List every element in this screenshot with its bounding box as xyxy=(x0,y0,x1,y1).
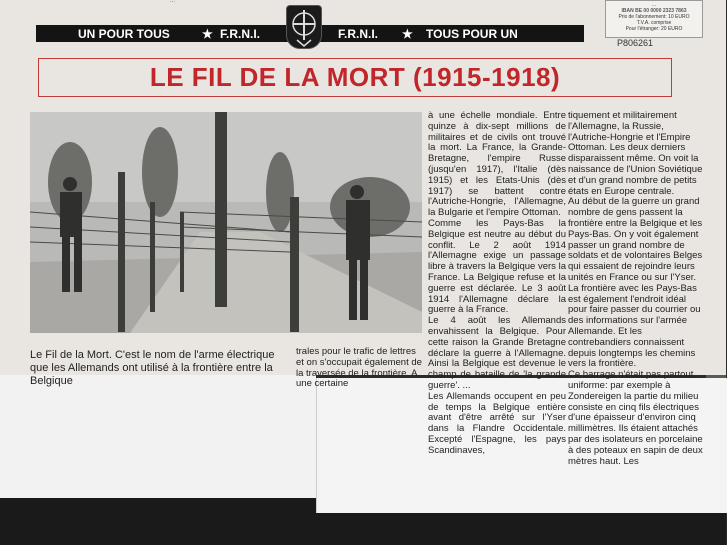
blank-sheet-left xyxy=(0,372,316,498)
col2-paragraph: Au début de la guerre un grand nombre de gens passent la frontière entre la Belgique et les Pays-Bas. On y voit également passer un grand nombre de soldats et de volontaires Belges qui essaient de rejoindre leurs unités en France ou sur l'Yser. La frontière avec les Pays-Bas est également l'endroit idéal pour faire passer du courrier ou des informations sur l'armée Allemande. Et les contrebandiers connaissent depuis longtemps les chemins vers la frontière. xyxy=(568,196,703,370)
col2-paragraph: Ce barrage n'était pas partout uniforme: par exemple à Zondereigen la partie du milieu consiste en cinq fils électriques d'une épaisseur d'environ cinq millimètres. Ils étaient attachés par des isolateurs en porcelaine à des poteaux en sapin de deux mètres haut. Les xyxy=(568,369,703,467)
photo-illustration xyxy=(30,112,422,333)
col1-paragraph: Le 4 août les Allemands envahissent la Belgique. Pour cette raison la Grande Bretagne déclare la guerre à l'Allemagne. Ainsi la Belgique est devenue le champ de bataille de 'la grande guerre'. ... xyxy=(428,315,566,391)
banner-mid-text-2: F.R.N.I. xyxy=(338,26,379,41)
top-note: ... xyxy=(170,0,176,4)
banner-star-right: ★ xyxy=(402,26,413,41)
banner-left-text: UN POUR TOUS xyxy=(78,26,170,41)
emblem-logo xyxy=(286,5,322,49)
iban-text: IBAN BE 00 0000 2323 7863 xyxy=(621,8,687,14)
banner-star-left: ★ xyxy=(202,26,213,41)
banner-right-text: TOUS POUR UN xyxy=(426,26,518,41)
article-column-2 xyxy=(568,111,704,467)
article-column-1 xyxy=(428,111,566,457)
info-line-5: Pour l'étranger: 20 EURO xyxy=(625,26,683,32)
col1-paragraph: Comme les Pays-Bas la Belgique est neutre au début du conflit. Le 2 août 1914 l'Allemagne exige un passage libre à travers la Belgique vers la France. La Belgique refuse et la guerre est déclarée. Le 3 août 1914 l'Allemagne déclare la guerre à la France. xyxy=(428,217,566,316)
info-line-1: ... xyxy=(651,2,657,8)
banner-mid-text-1: F.R.N.I. xyxy=(220,26,261,41)
info-line-4: T.V.A. comprise xyxy=(636,20,672,26)
info-line-3: Prix de l'abonnement: 10 EURO xyxy=(618,14,690,20)
caption-column-2: trales pour le trafic de lettres et on s'occupait également de la traversée de la frontière. A une certaine xyxy=(296,346,422,390)
emblem-icon xyxy=(287,6,321,48)
title-box xyxy=(38,58,672,97)
col2-paragraph: tiquement et militairement l'Allemagne, la Russie, l'Autriche-Hongrie et l'Empire Ottoman. Les deux derniers disparaissent même. On voit la naissance de l'Union Soviétique et d'un grand nombre de petits états en Europe centrale. xyxy=(568,110,703,197)
subscription-info-box xyxy=(605,0,703,38)
article-title: LE FIL DE LA MORT (1915-1918) xyxy=(149,62,561,92)
col1-paragraph: Les Allemands occupent en peu de temps la Belgique entière avant d'être arrêté sur l'Yser dans la Flandre Occidentale. Excepté l'Espagne, les pays Scandinaves, xyxy=(428,390,566,456)
reference-code: P806261 xyxy=(617,38,654,48)
col1-paragraph: à une échelle mondiale. Entre quinze à dix-sept millions de militaires et de civils ont trouvé la mort. La France, la Grande-Bretagne, l'empire Russe (jusqu'en 1917), l'Italie (dès 1915) et les Etats-Unis (dès 1917) se battent contre l'Autriche-Hongrie, l'Allemagne, la Bulgarie et l'empire Ottoman. xyxy=(428,110,566,219)
photo-caption: Le Fil de la Mort. C'est le nom de l'arme électrique que les Allemands ont utilisé à la frontière entre la Belgique xyxy=(30,349,275,387)
article-photo xyxy=(30,112,422,333)
